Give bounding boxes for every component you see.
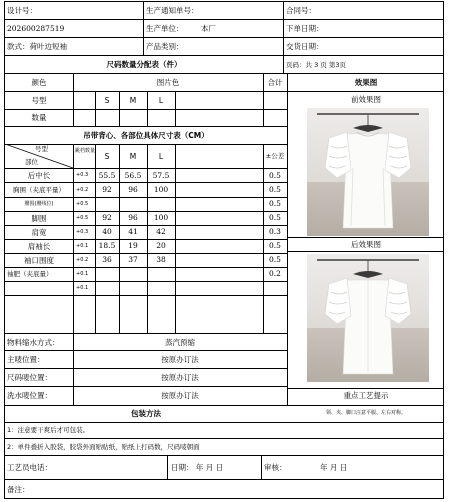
measure-row-l: 100	[153, 185, 169, 194]
measure-row-m: 37	[128, 255, 138, 264]
grid-line	[143, 2, 144, 55]
grid-line	[5, 368, 287, 369]
grid-line	[261, 455, 262, 479]
grid-line	[5, 350, 287, 351]
size-alloc-title: 尺码数量分配表（件）	[106, 60, 182, 69]
measure-row-tol: 0.5	[269, 171, 281, 180]
tech-phone-label: 工艺员电话：	[7, 463, 52, 472]
category-label: 产品类别：	[146, 42, 184, 51]
measure-row-step: +0.5	[76, 201, 89, 207]
measure-row-tol: 0.5	[269, 199, 281, 208]
packing-line-2: 2：单件叠折入胶袋，胶袋外面贴贴纸，贴纸上打码数，尺码唛朝面	[7, 443, 200, 451]
diag-part-label: 部位	[25, 158, 38, 166]
grid-line	[5, 109, 287, 110]
measure-row-m: 41	[128, 227, 138, 236]
measure-row-step: +0.1	[76, 243, 89, 249]
grid-line	[5, 386, 287, 387]
grid-line	[5, 91, 287, 92]
packing-title: 包装方法	[131, 409, 161, 418]
effect-title: 效果图	[354, 78, 378, 87]
grid-line	[287, 251, 444, 252]
measure-row-tol: 0.5	[269, 255, 281, 264]
grid-line	[167, 455, 168, 479]
measure-row-s: 92	[102, 185, 112, 194]
size-label-value: 按原办订法	[161, 373, 199, 382]
measure-row-name: 袖口围度	[24, 256, 54, 265]
date-label: 日期： 年 月 日	[171, 463, 224, 472]
measure-row-step: +0.2	[76, 187, 89, 193]
design-no-value: 202600287519	[7, 24, 65, 33]
measure-row-s: 92	[102, 213, 112, 222]
main-label-value: 按原办订法	[161, 355, 199, 364]
grid-line	[287, 237, 444, 238]
measure-row-l: 57.5	[152, 171, 170, 180]
prod-unit-value: 本厂	[201, 24, 216, 33]
measure-row-l: 42	[156, 227, 166, 236]
size-l-header: L	[158, 96, 164, 105]
grid-line	[5, 55, 444, 56]
design-no-label: 设计号：	[7, 6, 37, 15]
grid-line	[175, 91, 176, 126]
size-s-header: S	[104, 96, 110, 105]
color-label: 颜色	[31, 78, 47, 87]
measure-row-step: +0.5	[76, 215, 89, 221]
size-label: 号型	[31, 96, 47, 105]
measure-row-tol: 0.3	[269, 227, 281, 236]
wash-label-label: 洗水唛位置：	[7, 391, 52, 400]
measure-row-m: 19	[128, 241, 138, 250]
qty-label: 数量	[31, 113, 47, 122]
grid-line	[5, 239, 287, 240]
measure-row-name: 脚围	[31, 214, 47, 223]
front-effect-label: 前效果图	[351, 95, 381, 104]
back-effect-photo	[307, 254, 429, 382]
grid-line	[5, 73, 444, 74]
measure-row-l: 38	[156, 255, 166, 264]
grid-line	[73, 144, 74, 333]
wash-method-value: 蒸汽预缩	[165, 338, 195, 347]
page-indicator: 页码：共 3 页 第3页	[286, 61, 346, 69]
measure-row-s: 40	[102, 227, 112, 236]
measure-row-tol: 0.5	[269, 241, 281, 250]
grid-line	[5, 37, 444, 38]
size-label-label: 尺码唛位置：	[7, 373, 52, 382]
review-label: 审核：	[264, 463, 287, 472]
key-process-title: 重点工艺提示	[343, 391, 389, 400]
measure-row-l: 100	[153, 213, 169, 222]
key-process-text: 领、夹、脚口注意平服、左右对称。	[325, 410, 406, 416]
measure-row-step: +0.3	[76, 229, 89, 235]
grid-line	[5, 405, 444, 406]
review-date: 年 月 日	[320, 463, 348, 472]
grid-line	[5, 455, 444, 456]
measure-row-s: 36	[102, 255, 112, 264]
style-label: 款式：荷叶边短袖	[7, 42, 67, 51]
size-m-header: M	[129, 96, 137, 105]
grid-line	[5, 253, 287, 254]
order-date-label: 下单日期：	[286, 24, 324, 33]
measure-row-name: 腰围(腰线位)	[24, 201, 54, 207]
measure-row-name: 肩宽	[31, 228, 47, 237]
measure-row-step: +0.1	[76, 285, 89, 291]
prod-unit-label: 生产单位：	[146, 24, 184, 33]
grid-line	[5, 182, 287, 183]
grid-line	[5, 197, 287, 198]
grid-line	[287, 73, 288, 405]
grid-line	[287, 91, 444, 92]
measure-row-tol: 0.5	[269, 185, 281, 194]
measure-size-m: M	[129, 152, 137, 161]
back-effect-label: 后效果图	[351, 240, 381, 249]
tolerance-label: ±公差	[265, 152, 285, 160]
measure-row-s: 55.5	[98, 171, 116, 180]
measure-row-m: 96	[128, 213, 138, 222]
measure-row-name: 袖肥（夹底量）	[7, 270, 53, 278]
measure-title: 吊带背心、各部位具体尺寸表（CM）	[83, 131, 209, 140]
measure-row-m: 56.5	[124, 171, 142, 180]
grid-line	[5, 438, 444, 439]
grid-line	[5, 281, 287, 282]
grid-line	[5, 267, 287, 268]
measure-row-s: 18.5	[98, 241, 116, 250]
main-label-label: 主唛位置：	[7, 355, 45, 364]
measure-row-name: 后中长	[27, 171, 51, 180]
grid-line	[5, 225, 287, 226]
delivery-date-label: 交货日期：	[286, 42, 324, 51]
measure-size-s: S	[104, 152, 110, 161]
measure-row-tol: 0.5	[269, 213, 281, 222]
measure-row-name: 肩袖长	[27, 242, 51, 251]
pattern-color-label: 图片色	[156, 78, 180, 87]
grid-line	[5, 19, 444, 20]
measure-row-step: +0.2	[76, 257, 89, 263]
measure-size-l: L	[158, 152, 164, 161]
grid-line	[283, 55, 284, 73]
packing-line-1: 1：注意要干爽后才可包装。	[7, 426, 90, 434]
tech-spec-sheet	[4, 1, 444, 499]
total-label: 合计	[267, 78, 283, 87]
grid-line	[5, 126, 287, 127]
measure-row-step: +0.1	[76, 271, 89, 277]
wash-label-value: 按原办订法	[161, 391, 199, 400]
measure-row-l: 20	[156, 241, 166, 250]
grid-line	[287, 388, 444, 389]
front-effect-photo	[307, 108, 429, 236]
grid-line	[175, 144, 176, 333]
measure-row-tol: 0.2	[269, 269, 281, 278]
grid-line	[5, 479, 444, 480]
contract-label: 合同号：	[286, 6, 316, 15]
grid-line	[5, 422, 444, 423]
grid-line	[283, 2, 284, 55]
prod-notice-label: 生产通知单号：	[146, 6, 199, 15]
grid-line	[5, 211, 287, 212]
grid-line	[5, 295, 287, 296]
diag-size-label: 号型	[35, 145, 48, 153]
remark-label: 备注：	[7, 485, 30, 494]
wash-method-label: 物料缩水方式：	[7, 338, 60, 347]
jump-step-label: 跳档数量	[75, 148, 96, 154]
grid-line	[5, 333, 287, 334]
measure-row-m: 96	[128, 185, 138, 194]
measure-row-name: 胸围（夹底平量）	[13, 186, 65, 194]
measure-row-step: +0.3	[76, 172, 89, 178]
